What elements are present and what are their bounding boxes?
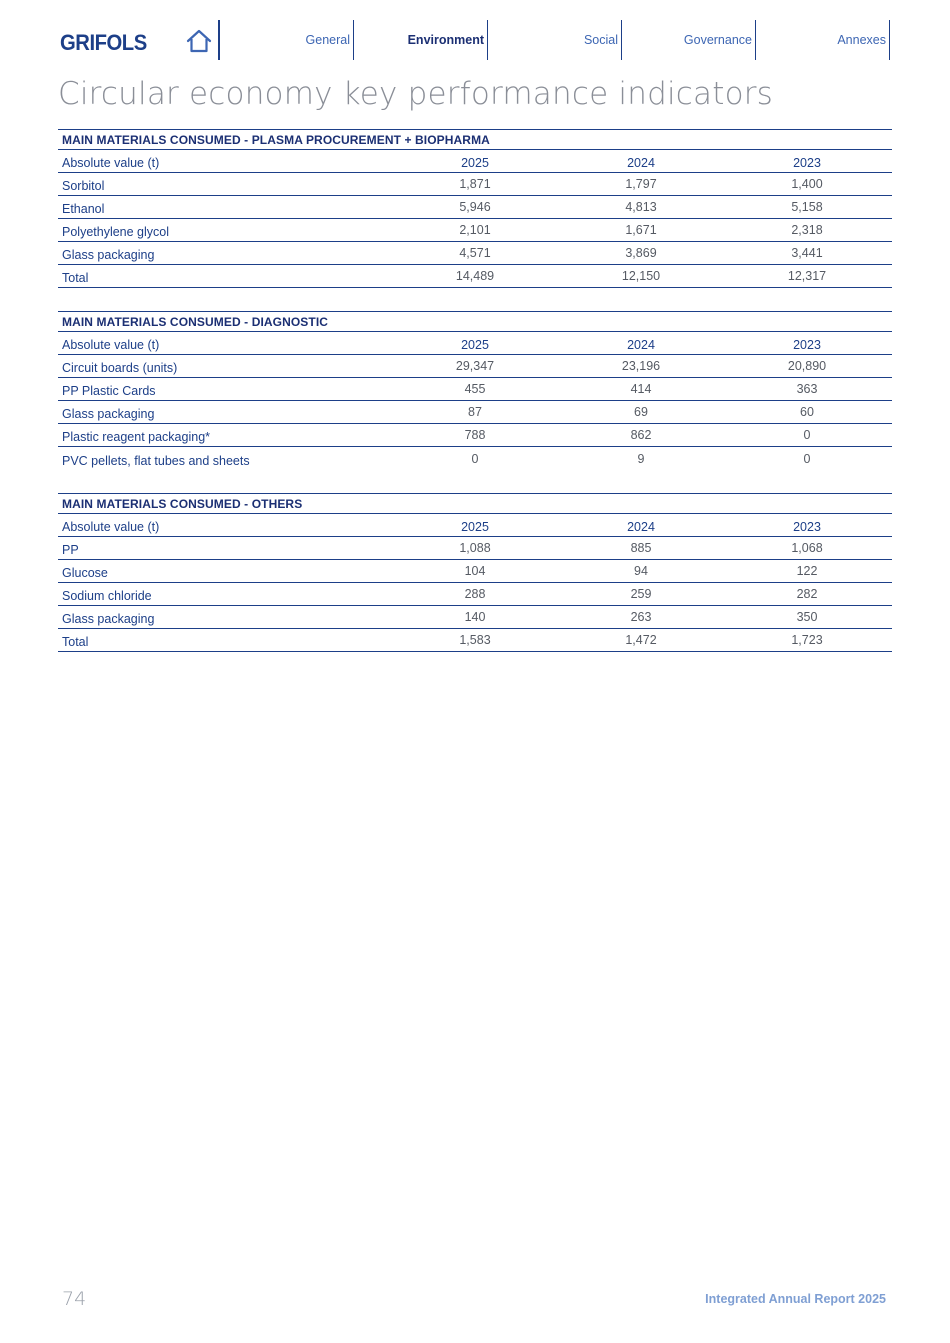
- header-year: 2023: [793, 520, 821, 534]
- cell-value: 263: [630, 610, 652, 624]
- cell-value: 14,489: [455, 269, 495, 283]
- table-header-row: [58, 332, 892, 355]
- row-label: Total: [62, 271, 89, 285]
- row-label: Circuit boards (units): [62, 361, 178, 375]
- header-label: Absolute value (t): [62, 156, 160, 170]
- table-row: [58, 378, 892, 401]
- cell-value: 12,150: [621, 269, 661, 283]
- cell-value: 885: [630, 541, 652, 555]
- cell-value: 140: [464, 610, 486, 624]
- table-row: [58, 606, 892, 629]
- row-label: Total: [62, 635, 89, 649]
- report-title: Integrated Annual Report 2025: [705, 1292, 886, 1306]
- cell-value: 282: [796, 587, 818, 601]
- table-header-row: [58, 150, 892, 173]
- table-row: [58, 173, 892, 196]
- row-label: Ethanol: [62, 202, 105, 216]
- cell-value: 20,890: [787, 359, 827, 373]
- table-row: [58, 219, 892, 242]
- cell-value: 1,671: [625, 223, 657, 237]
- header-year: 2024: [627, 338, 655, 352]
- cell-value: 1,472: [625, 633, 657, 647]
- row-label: Sorbitol: [62, 179, 105, 193]
- row-label: Glass packaging: [62, 248, 155, 262]
- header-year: 2023: [793, 156, 821, 170]
- table-row: [58, 537, 892, 560]
- table-diagnostic: [58, 311, 892, 470]
- table-row: [58, 401, 892, 424]
- table-row: [58, 424, 892, 447]
- page-title: Circular economy key performance indicators: [58, 76, 774, 112]
- header-year: 2025: [461, 338, 489, 352]
- table-title: MAIN MATERIALS CONSUMED - OTHERS: [58, 493, 892, 514]
- header-year: 2024: [627, 520, 655, 534]
- cell-value: 1,723: [791, 633, 823, 647]
- row-label: PVC pellets, flat tubes and sheets: [62, 454, 250, 468]
- table-row: [58, 583, 892, 606]
- cell-value: 12,317: [787, 269, 827, 283]
- cell-value: 23,196: [621, 359, 661, 373]
- cell-value: 3,869: [625, 246, 657, 260]
- cell-value: 350: [796, 610, 818, 624]
- header-label: Absolute value (t): [62, 338, 160, 352]
- row-label: PP: [62, 543, 79, 557]
- cell-value: 1,088: [459, 541, 491, 555]
- table-row-total: [58, 265, 892, 288]
- cell-value: 1,583: [459, 633, 491, 647]
- table-others: [58, 493, 892, 652]
- cell-value: 2,101: [459, 223, 491, 237]
- header-label: Absolute value (t): [62, 520, 160, 534]
- cell-value: 259: [630, 587, 652, 601]
- cell-value: 862: [630, 428, 652, 442]
- cell-value: 3,441: [791, 246, 823, 260]
- row-label: Glass packaging: [62, 407, 155, 421]
- cell-value: 1,871: [459, 177, 491, 191]
- cell-value: 0: [803, 428, 811, 442]
- cell-value: 5,946: [459, 200, 491, 214]
- row-label: Glucose: [62, 566, 108, 580]
- header-year: 2025: [461, 156, 489, 170]
- nav-annexes[interactable]: Annexes: [756, 20, 890, 60]
- cell-value: 87: [468, 405, 482, 419]
- table-plasma-biopharma: [58, 129, 892, 288]
- table-row: [58, 560, 892, 583]
- home-icon[interactable]: [185, 28, 213, 54]
- grifols-logo[interactable]: GRIFOLS: [60, 30, 147, 55]
- cell-value: 1,068: [791, 541, 823, 555]
- cell-value: 288: [464, 587, 486, 601]
- row-label: Glass packaging: [62, 612, 155, 626]
- row-label: Plastic reagent packaging*: [62, 430, 211, 444]
- cell-value: 104: [464, 564, 486, 578]
- nav-environment[interactable]: Environment: [354, 20, 488, 60]
- table-row: [58, 242, 892, 265]
- table-title: MAIN MATERIALS CONSUMED - PLASMA PROCUREMENT + BIOPHARMA: [58, 129, 892, 150]
- cell-value: 0: [471, 452, 479, 466]
- table-row: [58, 196, 892, 219]
- row-label: Polyethylene glycol: [62, 225, 170, 239]
- cell-value: 9: [637, 452, 645, 466]
- header-year: 2025: [461, 520, 489, 534]
- cell-value: 5,158: [791, 200, 823, 214]
- nav-governance[interactable]: Governance: [622, 20, 756, 60]
- row-label: Sodium chloride: [62, 589, 152, 603]
- page-number: 74: [62, 1288, 87, 1310]
- cell-value: 29,347: [455, 359, 495, 373]
- row-label: PP Plastic Cards: [62, 384, 156, 398]
- cell-value: 1,400: [791, 177, 823, 191]
- table-title: MAIN MATERIALS CONSUMED - DIAGNOSTIC: [58, 311, 892, 332]
- table-row: [58, 447, 892, 470]
- cell-value: 2,318: [791, 223, 823, 237]
- cell-value: 60: [800, 405, 814, 419]
- header-year: 2023: [793, 338, 821, 352]
- cell-value: 455: [464, 382, 486, 396]
- cell-value: 122: [796, 564, 818, 578]
- cell-value: 94: [634, 564, 648, 578]
- cell-value: 363: [796, 382, 818, 396]
- cell-value: 0: [803, 452, 811, 466]
- table-row: [58, 355, 892, 378]
- cell-value: 414: [630, 382, 652, 396]
- cell-value: 788: [464, 428, 486, 442]
- cell-value: 4,813: [625, 200, 657, 214]
- nav-general[interactable]: General: [220, 20, 354, 60]
- header-year: 2024: [627, 156, 655, 170]
- cell-value: 1,797: [625, 177, 657, 191]
- section-nav: [220, 20, 890, 60]
- nav-social[interactable]: Social: [488, 20, 622, 60]
- cell-value: 4,571: [459, 246, 491, 260]
- table-row-total: [58, 629, 892, 652]
- cell-value: 69: [634, 405, 648, 419]
- table-header-row: [58, 514, 892, 537]
